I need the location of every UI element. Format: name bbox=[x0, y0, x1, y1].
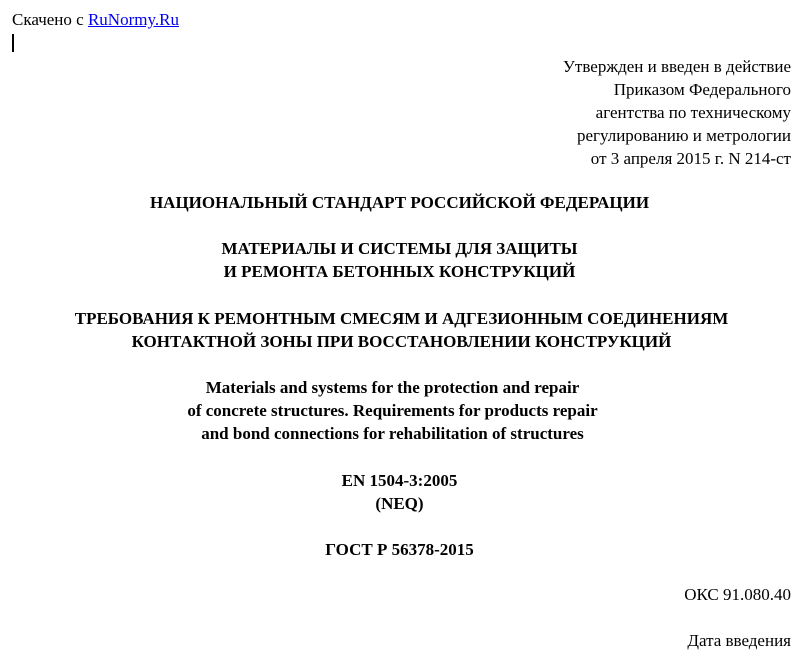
approval-line: Утвержден и введен в действие bbox=[562, 57, 791, 76]
english-title-line: Materials and systems for the protection and repair bbox=[205, 378, 580, 397]
standard-requirements-title bbox=[2, 307, 799, 353]
oks-code: ОКС 91.080.40 bbox=[684, 585, 791, 604]
en-relation-code: (NEQ) bbox=[375, 494, 424, 513]
en-standard-code: EN 1504-3:2005 bbox=[341, 471, 458, 490]
en-standard-reference bbox=[0, 469, 799, 515]
subject-line: И РЕМОНТА БЕТОННЫХ КОНСТРУКЦИЙ bbox=[223, 262, 576, 281]
standard-heading-text: НАЦИОНАЛЬНЫЙ СТАНДАРТ РОССИЙСКОЙ ФЕДЕРАЦИИ bbox=[149, 193, 650, 212]
standard-heading bbox=[0, 191, 799, 214]
english-title-line: of concrete structures. Requirements for products repair bbox=[187, 401, 598, 420]
approval-block bbox=[563, 55, 791, 170]
download-source-line bbox=[12, 9, 179, 31]
standard-subject bbox=[0, 237, 799, 283]
english-title bbox=[0, 376, 792, 445]
approval-line: регулированию и метрологии bbox=[576, 126, 791, 145]
approval-line: от 3 апреля 2015 г. N 214-ст bbox=[590, 149, 791, 168]
gost-number-block bbox=[0, 538, 799, 561]
requirements-line: КОНТАКТНОЙ ЗОНЫ ПРИ ВОССТАНОВЛЕНИИ КОНСТРУКЦИЙ bbox=[131, 332, 672, 351]
source-link[interactable]: RuNormy.Ru bbox=[87, 10, 179, 29]
download-prefix-text: Скачено с bbox=[12, 10, 84, 29]
gost-number: ГОСТ Р 56378-2015 bbox=[325, 540, 474, 559]
intro-date-label: Дата введения bbox=[687, 631, 791, 650]
subject-line: МАТЕРИАЛЫ И СИСТЕМЫ ДЛЯ ЗАЩИТЫ bbox=[221, 239, 578, 258]
text-cursor bbox=[12, 34, 14, 52]
english-title-line: and bond connections for rehabilitation of structures bbox=[201, 424, 584, 443]
requirements-line: ТРЕБОВАНИЯ К РЕМОНТНЫМ СМЕСЯМ И АДГЕЗИОННЫМ СОЕДИНЕНИЯМ bbox=[74, 309, 729, 328]
approval-line: Приказом Федерального bbox=[613, 80, 791, 99]
approval-line: агентства по техническому bbox=[595, 103, 791, 122]
